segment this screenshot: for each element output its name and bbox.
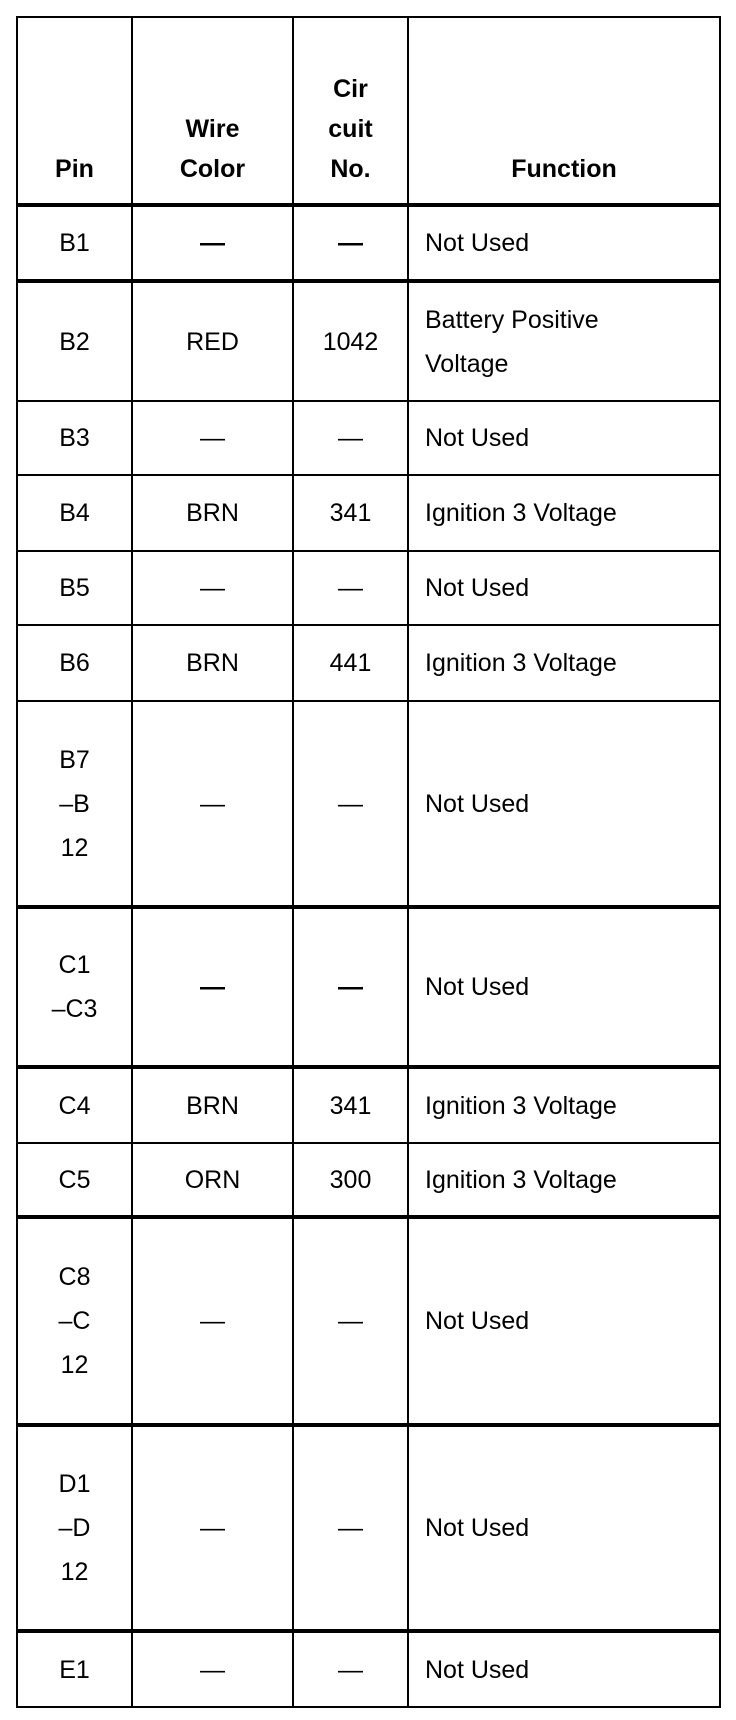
- circuit-no-value: —: [338, 973, 363, 1001]
- connector-pinout-table: [16, 16, 721, 1708]
- wire-color-value: BRN: [186, 499, 239, 527]
- wire-color-value: —: [200, 1514, 225, 1542]
- circuit-no-value: 1042: [322, 327, 379, 356]
- cell-wire-color: [132, 1143, 293, 1217]
- cell-circuit-no: [293, 281, 408, 401]
- table-row: [17, 1425, 720, 1631]
- wire-color-value: —: [200, 1655, 225, 1684]
- wire-color-value: —: [200, 973, 225, 1001]
- function-text: [425, 410, 713, 466]
- function-text: [425, 959, 713, 1015]
- pin-label: C5: [58, 1165, 91, 1194]
- cell-wire-color: [132, 625, 293, 701]
- circuit-no-value: —: [338, 229, 363, 257]
- cell-pin: [17, 281, 132, 401]
- circuit-no-value: —: [338, 1514, 363, 1542]
- cell-circuit-no: [293, 1067, 408, 1143]
- function-line: Not Used: [425, 574, 530, 602]
- function-line: Ignition 3 Voltage: [425, 1165, 617, 1194]
- table-row: [17, 475, 720, 551]
- cell-function: [408, 907, 720, 1067]
- cell-function: [408, 475, 720, 551]
- cell-function: [408, 1631, 720, 1707]
- pin-label: B7: [59, 745, 90, 774]
- function-text: [425, 1293, 713, 1349]
- function-text: [425, 560, 713, 616]
- wire-color-value: —: [200, 574, 225, 602]
- cell-function: [408, 1425, 720, 1631]
- cell-function: [408, 401, 720, 475]
- cell-circuit-no: [293, 475, 408, 551]
- header-pin: Pin: [17, 17, 132, 205]
- cell-wire-color: [132, 1067, 293, 1143]
- wire-color-value: BRN: [186, 1091, 239, 1120]
- pin-label: B4: [59, 499, 90, 527]
- circuit-no-value: —: [338, 574, 363, 602]
- circuit-no-value: 441: [329, 649, 372, 677]
- function-text: [425, 1642, 713, 1698]
- header-row: [17, 17, 720, 205]
- cell-function: [408, 1067, 720, 1143]
- pin-label: C4: [58, 1091, 91, 1120]
- table-row: [17, 1217, 720, 1425]
- cell-pin: [17, 1425, 132, 1631]
- cell-pin: [17, 475, 132, 551]
- function-text: [425, 1152, 713, 1208]
- cell-circuit-no: [293, 1631, 408, 1707]
- cell-wire-color: [132, 551, 293, 625]
- pin-label: B2: [59, 327, 90, 356]
- cell-pin: [17, 1631, 132, 1707]
- function-line: Not Used: [425, 973, 530, 1001]
- cell-wire-color: [132, 281, 293, 401]
- cell-circuit-no: [293, 401, 408, 475]
- cell-circuit-no: [293, 1143, 408, 1217]
- function-line: Not Used: [425, 229, 530, 257]
- function-line: Not Used: [425, 789, 530, 818]
- cell-pin: [17, 1067, 132, 1143]
- pin-label: C1: [58, 951, 91, 979]
- function-line: Ignition 3 Voltage: [425, 1091, 617, 1120]
- pin-label: E1: [59, 1655, 90, 1684]
- table-row: [17, 701, 720, 907]
- table-row: [17, 401, 720, 475]
- cell-pin: [17, 205, 132, 281]
- function-text: [425, 485, 713, 541]
- function-line: Ignition 3 Voltage: [425, 499, 617, 527]
- cell-circuit-no: [293, 551, 408, 625]
- function-text: [425, 215, 713, 271]
- cell-pin: [17, 551, 132, 625]
- cell-wire-color: [132, 701, 293, 907]
- function-line: Battery Positive: [425, 305, 599, 334]
- table-row: [17, 625, 720, 701]
- pin-label: 12: [60, 1351, 89, 1379]
- table-row: [17, 1631, 720, 1707]
- cell-circuit-no: [293, 701, 408, 907]
- cell-pin: [17, 625, 132, 701]
- pin-label: C8: [58, 1263, 91, 1291]
- wire-color-value: RED: [186, 327, 239, 356]
- cell-function: [408, 281, 720, 401]
- cell-function: [408, 205, 720, 281]
- cell-circuit-no: [293, 1217, 408, 1425]
- cell-circuit-no: [293, 625, 408, 701]
- cell-wire-color: [132, 1425, 293, 1631]
- function-line: Not Used: [425, 1655, 530, 1684]
- cell-wire-color: [132, 475, 293, 551]
- function-line: Voltage: [425, 349, 509, 378]
- pin-label: 12: [60, 833, 89, 862]
- cell-wire-color: [132, 205, 293, 281]
- cell-function: [408, 1143, 720, 1217]
- wire-color-value: ORN: [184, 1165, 241, 1194]
- wire-color-value: —: [200, 424, 225, 452]
- circuit-no-value: —: [338, 424, 363, 452]
- header-function: Function: [408, 17, 720, 205]
- table-row: [17, 1067, 720, 1143]
- cell-wire-color: [132, 1631, 293, 1707]
- cell-pin: [17, 1217, 132, 1425]
- pin-label: B6: [59, 649, 90, 677]
- pin-label: D1: [58, 1470, 91, 1498]
- function-line: Not Used: [425, 1307, 530, 1335]
- cell-wire-color: [132, 401, 293, 475]
- pin-label: –B: [59, 789, 90, 818]
- table-row: [17, 551, 720, 625]
- function-text: [425, 292, 713, 392]
- circuit-no-value: 341: [329, 499, 372, 527]
- table-row: [17, 281, 720, 401]
- table-row: [17, 205, 720, 281]
- wire-color-value: —: [200, 1307, 225, 1335]
- function-text: [425, 1500, 713, 1556]
- wire-color-value: —: [200, 789, 225, 818]
- pin-label: B3: [59, 424, 90, 452]
- cell-pin: [17, 701, 132, 907]
- pin-label: –C: [58, 1307, 91, 1335]
- pin-label: 12: [60, 1558, 89, 1586]
- cell-circuit-no: [293, 907, 408, 1067]
- pin-label: B1: [59, 229, 90, 257]
- pin-label: B5: [59, 574, 90, 602]
- wire-color-value: BRN: [186, 649, 239, 677]
- circuit-no-value: 341: [329, 1091, 372, 1120]
- function-text: [425, 776, 713, 832]
- table-row: [17, 907, 720, 1067]
- table-body: [17, 205, 720, 1707]
- pin-label: –D: [58, 1514, 91, 1542]
- cell-function: [408, 551, 720, 625]
- wire-color-value: —: [200, 229, 225, 257]
- circuit-no-value: —: [338, 1307, 363, 1335]
- cell-function: [408, 701, 720, 907]
- cell-circuit-no: [293, 1425, 408, 1631]
- cell-pin: [17, 1143, 132, 1217]
- header-circuit-no: Cir cuit No.: [293, 17, 408, 205]
- circuit-no-value: —: [338, 1655, 363, 1684]
- cell-wire-color: [132, 907, 293, 1067]
- header-wire-color: Wire Color: [132, 17, 293, 205]
- circuit-no-value: —: [338, 789, 363, 818]
- cell-pin: [17, 907, 132, 1067]
- function-line: Not Used: [425, 424, 530, 452]
- function-text: [425, 1078, 713, 1134]
- table-row: [17, 1143, 720, 1217]
- pin-label: –C3: [51, 995, 98, 1023]
- function-text: [425, 635, 713, 691]
- cell-function: [408, 1217, 720, 1425]
- function-line: Ignition 3 Voltage: [425, 649, 617, 677]
- function-line: Not Used: [425, 1514, 530, 1542]
- circuit-no-value: 300: [329, 1165, 372, 1194]
- cell-pin: [17, 401, 132, 475]
- cell-circuit-no: [293, 205, 408, 281]
- cell-wire-color: [132, 1217, 293, 1425]
- cell-function: [408, 625, 720, 701]
